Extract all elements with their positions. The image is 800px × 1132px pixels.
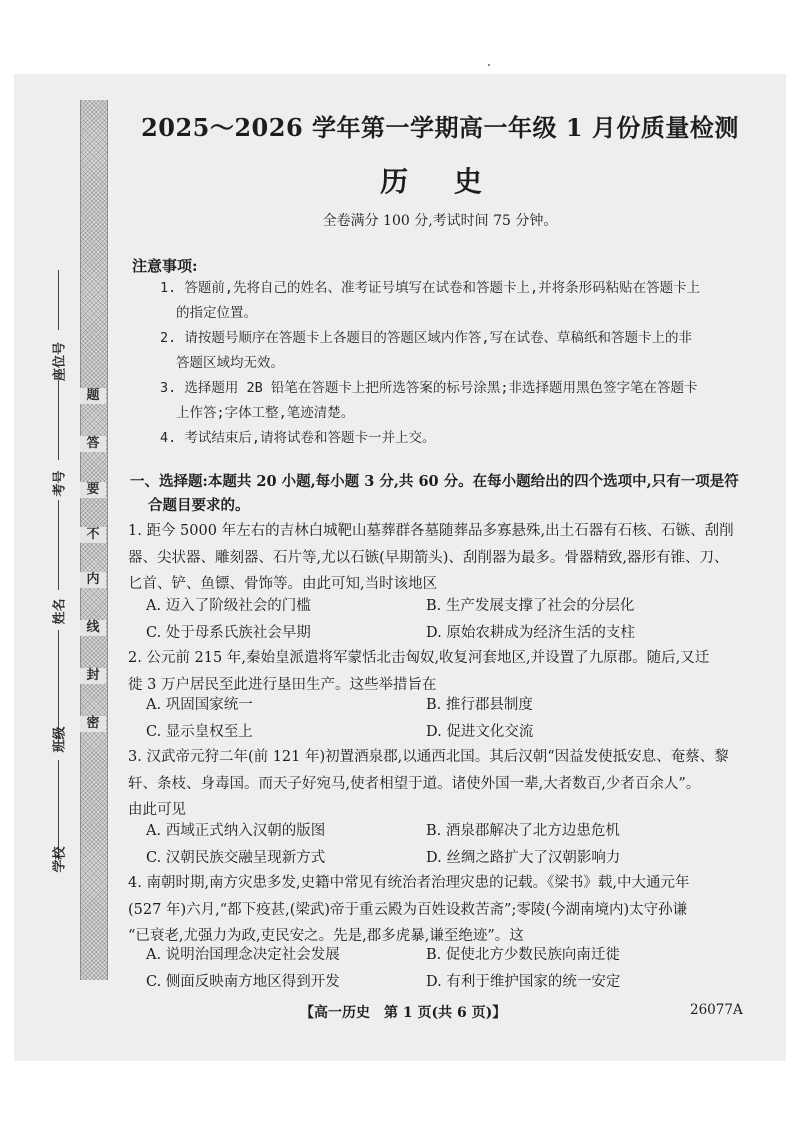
question-line: 轩、条枝、身毒国。而天子好宛马,使者相望于道。诸使外国一辈,大者数百,少者百余人”。 <box>128 775 701 792</box>
notice-item: 2. 请按题号顺序在答题卡上各题目的答题区域内作答,写在试卷、草稿纸和答题卡上的非 <box>160 330 693 346</box>
question-1-options <box>146 593 706 646</box>
section-line: 一、选择题:本题共 20 小题,每小题 3 分,共 60 分。在每小题给出的四个选项中,只有一项是符 <box>130 473 739 490</box>
school-label: 学校 <box>52 846 68 873</box>
seat-number-label: 座位号 <box>52 342 68 382</box>
subject-title: 历 史 <box>380 165 500 198</box>
question-2 <box>128 645 754 698</box>
notice-item-cont: 上作答;字体工整,笔迹清楚。 <box>176 405 355 421</box>
option-a: A. 迈入了阶级社会的门槛 <box>146 598 311 614</box>
notice-item-cont: 的指定位置。 <box>176 305 257 321</box>
binding-char: 不 <box>80 527 106 543</box>
notice-item: 3. 选择题用 2B 铅笔在答题卡上把所选答案的标号涂黑;非选择题用黑色签字笔在答题卡 <box>160 380 698 396</box>
question-line: 徙 3 万户居民至此进行垦田生产。这些举措旨在 <box>128 676 437 693</box>
notice-title: 注意事项: <box>132 257 198 275</box>
question-3-options <box>146 818 706 871</box>
question-line: 3. 汉武帝元狩二年(前 121 年)初置酒泉郡,以通西北国。其后汉朝“因益发使抵安息、奄蔡、黎 <box>128 749 729 765</box>
option-c: C. 侧面反映南方地区得到开发 <box>146 973 340 990</box>
option-b: B. 推行郡县制度 <box>426 697 533 713</box>
speck <box>488 64 490 66</box>
question-2-options <box>146 692 706 745</box>
question-line: (527 年)六月,“都下疫甚,(梁武)帝于重云殿为百姓设救苦斋”;零陵(今湖南境内)太守孙谦 <box>128 901 688 918</box>
option-d: D. 原始农耕成为经济生活的支柱 <box>426 624 635 641</box>
question-line: 由此可见 <box>128 802 186 818</box>
exam-info: 全卷满分 100 分,考试时间 75 分钟。 <box>322 213 558 229</box>
class-label: 班级 <box>52 726 68 753</box>
notice-item-cont: 答题区域均无效。 <box>176 355 284 371</box>
seat-number-line <box>58 270 59 330</box>
binding-char: 封 <box>80 668 106 684</box>
question-1 <box>128 518 754 598</box>
question-3 <box>128 744 754 824</box>
binding-char: 题 <box>80 388 106 404</box>
question-line: 器、尖状器、雕刻器、石片等,尤以石镞(早期箭头)、刮削器为最多。骨器精致,器形有锥、刀、 <box>128 549 729 566</box>
binding-char: 线 <box>80 620 106 636</box>
question-line: 匕首、铲、鱼镖、骨饰等。由此可知,当时该地区 <box>128 576 438 592</box>
question-4 <box>128 870 754 950</box>
binding-char: 密 <box>80 716 106 732</box>
option-c: C. 汉朝民族交融呈现新方式 <box>146 849 326 866</box>
question-line: 2. 公元前 215 年,秦始皇派遣将军蒙恬北击匈奴,收复河套地区,并设置了九原郡。随后,又迁 <box>128 650 710 666</box>
section-header <box>130 470 750 518</box>
question-line: “已衰老,尤强力为政,吏民安之。先是,郡多虎暴,谦至绝迹”。这 <box>128 928 524 944</box>
binding-char: 要 <box>80 482 106 498</box>
notice-item: 1. 答题前,先将自己的姓名、准考证号填写在试卷和答题卡上,并将条形码粘贴在答题卡上 <box>160 280 701 296</box>
option-a: A. 西域正式纳入汉朝的版图 <box>146 823 326 839</box>
option-b: B. 促使北方少数民族向南迁徙 <box>426 947 620 963</box>
question-4-options <box>146 942 706 995</box>
paper-code: 26077A <box>690 1002 743 1018</box>
name-label: 姓名 <box>52 598 68 625</box>
question-line: 4. 南朝时期,南方灾患多发,史籍中常见有统治者治理灾患的记载。《梁书》载,中大通元年 <box>128 875 690 891</box>
binding-char: 内 <box>80 572 106 588</box>
question-line: 1. 距今 5000 年左右的吉林白城靶山墓葬群各墓随葬品多寡悬殊,出土石器有石核、石镞、刮削 <box>128 523 734 539</box>
name-line <box>58 500 59 590</box>
option-b: B. 酒泉郡解决了北方边患危机 <box>426 823 620 839</box>
notice-list <box>160 276 750 451</box>
exam-number-line <box>58 380 59 460</box>
option-c: C. 处于母系氏族社会早期 <box>146 624 311 641</box>
option-a: A. 说明治国理念决定社会发展 <box>146 947 340 963</box>
option-d: D. 丝绸之路扩大了汉朝影响力 <box>426 849 621 866</box>
option-a: A. 巩固国家统一 <box>146 697 253 713</box>
section-line: 合题目要求的。 <box>148 497 250 514</box>
option-b: B. 生产发展支撑了社会的分层化 <box>426 598 635 614</box>
option-d: D. 促进文化交流 <box>426 723 534 740</box>
page-footer: 【高一历史 第 1 页(共 6 页)】 <box>300 1005 507 1021</box>
exam-number-label: 考号 <box>52 470 68 497</box>
option-c: C. 显示皇权至上 <box>146 723 253 740</box>
exam-title: 2025～2026 学年第一学期高一年级 1 月份质量检测 <box>141 113 739 142</box>
binding-char: 答 <box>80 436 106 452</box>
notice-item: 4. 考试结束后,请将试卷和答题卡一并上交。 <box>160 430 436 446</box>
option-d: D. 有利于维护国家的统一安定 <box>426 973 621 990</box>
